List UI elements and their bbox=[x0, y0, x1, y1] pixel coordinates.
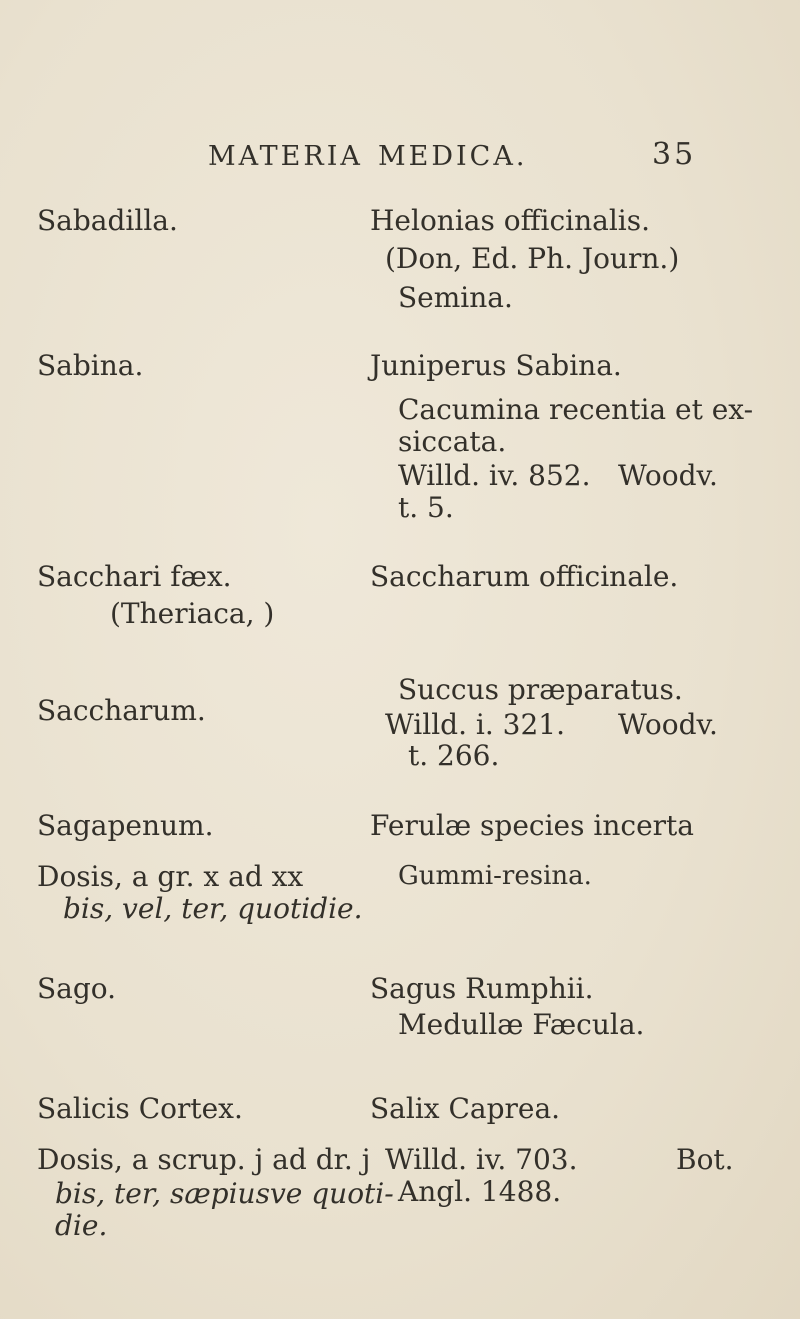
entry-sago-part: Medullæ Fæcula. bbox=[398, 1008, 645, 1041]
entry-sabina-name: Sabina. bbox=[37, 349, 144, 382]
entry-salicis-dose-cont: bis, ter, sæpiusve quoti- bbox=[55, 1177, 394, 1210]
entry-saccharum-name: Saccharum. bbox=[37, 694, 206, 727]
entry-sacchari-faex-note: (Theriaca, ) bbox=[110, 597, 275, 630]
entry-sabadilla-ref: (Don, Ed. Ph. Journ.) bbox=[385, 242, 680, 275]
entry-sabadilla-part: Semina. bbox=[398, 281, 513, 314]
entry-saccharum-plate: t. 266. bbox=[408, 739, 500, 772]
entry-salicis-source: Salix Caprea. bbox=[370, 1092, 561, 1125]
running-header-left: MATERIA bbox=[208, 141, 363, 172]
entry-salicis-dose: Dosis, a scrup. j ad dr. j bbox=[37, 1143, 371, 1176]
entry-sago-name: Sago. bbox=[37, 972, 117, 1005]
entry-sacchari-faex-name: Sacchari fæx. bbox=[37, 560, 232, 593]
running-header-center: MEDICA. bbox=[378, 141, 528, 172]
entry-sago-source: Sagus Rumphii. bbox=[370, 972, 594, 1005]
entry-saccharum-woodv: Woodv. bbox=[618, 708, 718, 741]
entry-sabina-plate: t. 5. bbox=[398, 491, 454, 524]
entry-sagapenum-part: Gummi-resina. bbox=[398, 861, 592, 891]
entry-sabadilla-name: Sabadilla. bbox=[37, 204, 178, 237]
entry-sabina-source: Juniperus Sabina. bbox=[370, 349, 622, 382]
entry-sabina-woodv: Woodv. bbox=[618, 459, 718, 492]
entry-salicis-willd: Willd. iv. 703. bbox=[385, 1143, 578, 1176]
entry-sabadilla-source: Helonias officinalis. bbox=[370, 204, 650, 237]
page-number: 35 bbox=[652, 137, 697, 172]
entry-saccharum-part: Succus præparatus. bbox=[398, 673, 683, 706]
entry-sagapenum-dose-cont: bis, vel, ter, quotidie. bbox=[63, 892, 363, 925]
entry-sabina-part-cont: siccata. bbox=[398, 425, 507, 458]
entry-salicis-angl: Angl. 1488. bbox=[398, 1175, 562, 1208]
entry-sagapenum-name: Sagapenum. bbox=[37, 809, 214, 842]
entry-sabina-part: Cacumina recentia et ex- bbox=[398, 393, 754, 426]
entry-sagapenum-dose: Dosis, a gr. x ad xx bbox=[37, 860, 304, 893]
entry-salicis-dose-end: die. bbox=[55, 1209, 108, 1242]
entry-saccharum-willd: Willd. i. 321. bbox=[385, 708, 565, 741]
entry-salicis-name: Salicis Cortex. bbox=[37, 1092, 243, 1125]
entry-salicis-bot: Bot. bbox=[676, 1143, 734, 1176]
entry-sagapenum-source: Ferulæ species incerta bbox=[370, 809, 694, 842]
entry-sacchari-faex-source: Saccharum officinale. bbox=[370, 560, 679, 593]
entry-sabina-willd: Willd. iv. 852. bbox=[398, 459, 591, 492]
